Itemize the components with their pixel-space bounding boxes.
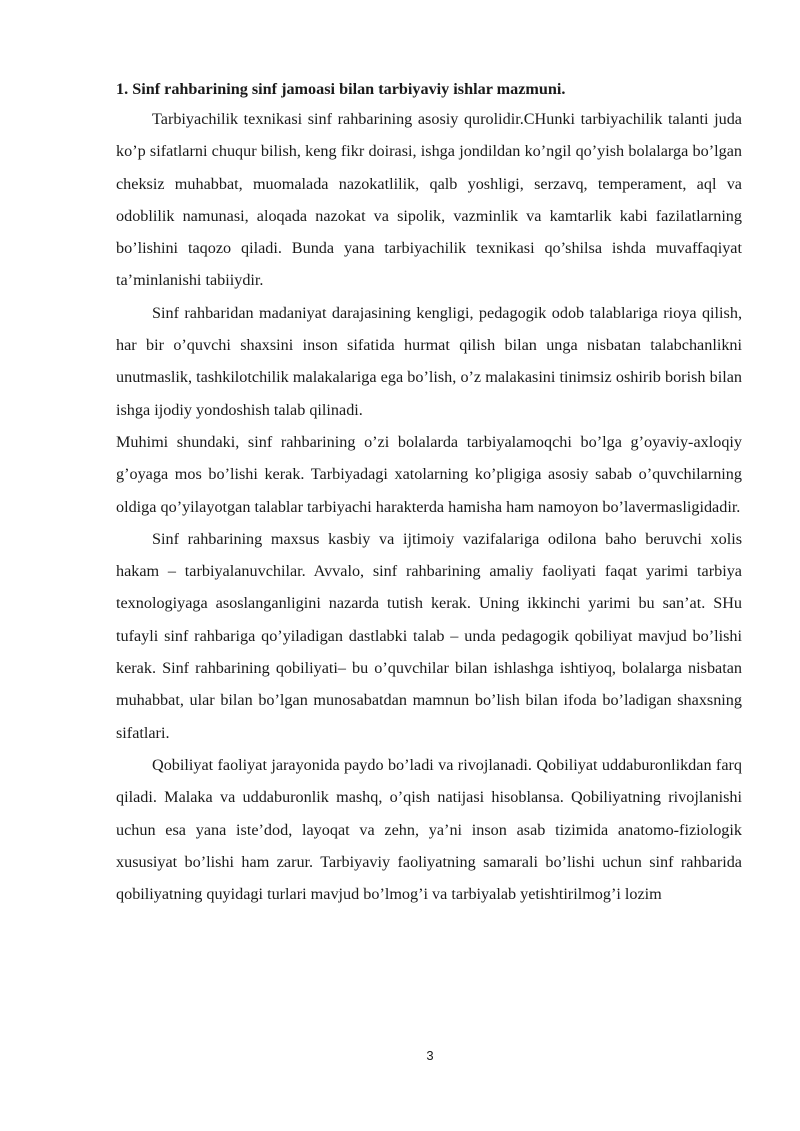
- paragraph-4: Sinf rahbarining maxsus kasbiy va ijtimoiy vazifalariga odilona baho beruvchi xolis hakam – tarbiyalanuvchilar. Avvalo, sinf rahbarining amaliy faoliyati faqat yarimi tarbiya texnologiyaga asoslanganligini nazarda tutish kerak. Uning ikkinchi yarimi bu san’at. SHu tufayli sinf rahbariga qo’yiladigan dastlabki talab – unda pedagogik qobiliyat mavjud bo’lishi kerak. Sinf rahbarining qobiliyati– bu o’quvchilar bilan ishlashga ishtiyoq, bolalarga nisbatan muhabbat, ular bilan bo’lgan munosabatdan mamnun bo’lish bilan ifoda bo’ladigan shaxsning sifatlari.: [116, 529, 742, 742]
- paragraph-3: Muhimi shundaki, sinf rahbarining o’zi bolalarda tarbiyalamoqchi bo’lga g’oyaviy-axloqiy g’oyaga mos bo’lishi kerak. Tarbiyadagi xatolarning ko’pligiga asosiy sabab o’quvchilarning oldiga qo’yilayotgan talablar tarbiyachi harakterda hamisha ham namoyon bo’lavermasligidadir.: [116, 432, 742, 516]
- page-number: 3: [426, 1048, 434, 1063]
- paragraph-1: Tarbiyachilik texnikasi sinf rahbarining asosiy qurolidir.CHunki tarbiyachilik talanti juda ko’p sifatlarni chuqur bilish, keng fikr doirasi, ishga jondildan ko’ngil qo’yish bolalarga bo’lgan cheksiz muhabbat, muomalada nazokatlilik, qalb yoshligi, serzavq, temperament, aql va odoblilik namunasi, aloqada nazokat va sipolik, vazminlik va kamtarlik kabi fazilatlarning bo’lishini taqozo qiladi. Bunda yana tarbiyachilik texnikasi qo’shilsa ishda muvaffaqiyat ta’minlanishi tabiiydir.: [116, 110, 742, 290]
- document-body: [116, 75, 742, 910]
- section-heading: 1. Sinf rahbarining sinf jamoasi bilan tarbiyaviy ishlar mazmuni.: [116, 80, 566, 98]
- paragraph-2: Sinf rahbaridan madaniyat darajasining kengligi, pedagogik odob talablariga rioya qilish, har bir o’quvchi shaxsini inson sifatida hurmat qilish bilan unga nisbatan talabchanlikni unutmaslik, tashkilotchilik malakalariga ega bo’lish, o’z malakasini tinimsiz oshirib borish bilan ishga ijodiy yondoshish talab qilinadi.: [116, 303, 742, 419]
- paragraph-5: Qobiliyat faoliyat jarayonida paydo bo’ladi va rivojlanadi. Qobiliyat uddaburonlikdan farq qiladi. Malaka va uddaburonlik mashq, o’qish natijasi hisoblansa. Qobiliyatning rivojlanishi uchun esa yana iste’dod, layoqat va zehn, ya’ni inson asab tizimida anatomo-fiziologik xususiyat bo’lishi ham zarur. Tarbiyaviy faoliyatning samarali bo’lishi uchun sinf rahbarida qobiliyatning quyidagi turlari mavjud bo’lmog’i va tarbiyalab yetishtirilmog’i lozim: [116, 755, 742, 904]
